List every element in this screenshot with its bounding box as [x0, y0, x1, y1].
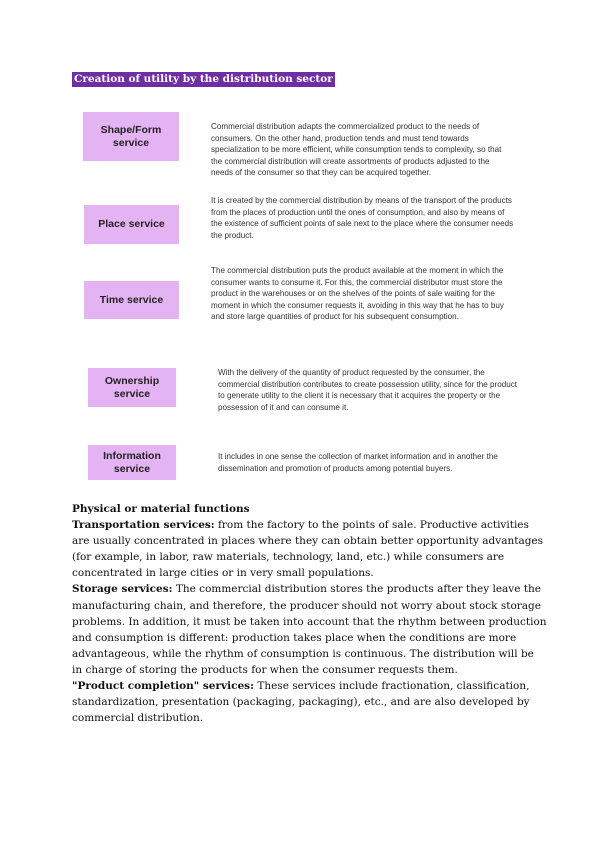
service-description: Commercial distribution adapts the commercialized product to the needs of consumers. On the other hand, production tends and must tend towards specialization to be more efficient, while consumption tends to complexity, so that the commercial distribution will create assortments of products adjusted to the needs of the consumer so that they can be acquired together.	[211, 122, 502, 178]
service-label: Place service	[98, 218, 165, 230]
service-box-shape-form	[83, 112, 179, 161]
service-description: It is created by the commercial distribution by means of the transport of the products from the places of production until the ones of consumption, and also by means of the existence of sufficient points of sale next to the place where the consumer needs the product.	[211, 196, 514, 240]
service-description: It includes in one sense the collection of market information and in another the dissemination and promotion of products among potential buyers.	[218, 452, 498, 473]
section-title: Physical or material functions	[72, 503, 250, 515]
paragraph-storage	[72, 581, 547, 678]
paragraph-title: "Product completion" services:	[72, 680, 254, 693]
service-label: Time service	[99, 293, 164, 306]
paragraph-text: These services include fractionation, classification, standardization, presentation (packaging, packaging), etc., and are also developed by commercial distribution.	[72, 680, 530, 725]
paragraph-title: Storage services:	[72, 583, 173, 596]
paragraph-text: from the factory to the points of sale. Productive activities are usually concentrated in places where they can obtain better opportunity advantages (for example, in labor, raw materials, technology, land, etc.) while consumers are concentrated in large cities or in very small populations.	[72, 519, 544, 580]
service-box-time	[84, 281, 179, 319]
service-box-place	[84, 205, 179, 244]
paragraph-transportation	[72, 517, 547, 581]
service-label: Shape/Form service	[100, 123, 162, 149]
paragraph-title: Transportation services:	[72, 519, 215, 532]
service-label: Information service	[103, 449, 161, 475]
service-description: The commercial distribution puts the product available at the moment in which the consumer wants to consume it. For this, the commercial distributor must store the product in the warehouses or on the shelves of the points of sale waiting for the moment in which the consumer requests it, avoiding in this way that he has to buy and store large quantities of product for his subsequent consumption.	[211, 266, 504, 322]
service-box-information	[88, 445, 176, 480]
section-heading: Creation of utility by the distribution sector	[74, 73, 333, 85]
service-label: Ownership service	[104, 374, 160, 400]
body-text	[72, 501, 547, 726]
paragraph-text: The commercial distribution stores the products after they leave the manufacturing chain, and therefore, the producer should not worry about stock storage problems. In addition, it must be taken into account that the rhythm between production and consumption is different: production takes place when the conditions are more advantageous, while the rhythm of consumption is continuous. The distribution will be in charge of storing the products for when the consumer requests them.	[72, 583, 547, 676]
paragraph-product-completion	[72, 678, 547, 726]
service-box-ownership	[88, 368, 176, 407]
service-description: With the delivery of the quantity of product requested by the consumer, the commercial distribution contributes to create possession utility, since for the product to generate utility to the client it is necessary that it acquires the property or the possession of it and can consume it.	[218, 368, 518, 412]
